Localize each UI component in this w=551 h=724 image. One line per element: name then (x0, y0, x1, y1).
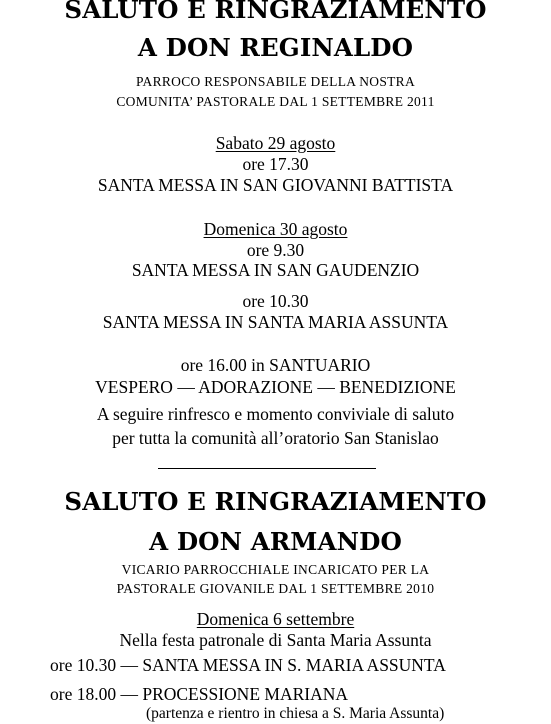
day2-time3: ore 16.00 in SANTUARIO (180, 355, 371, 375)
section1-title-line2: A DON REGINALDO (137, 33, 414, 62)
section1-title-line1: SALUTO E RINGRAZIAMENTO (64, 0, 487, 24)
section2-subtitle-line2: PASTORALE GIOVANILE DAL 1 SETTEMBRE 2010 (116, 581, 435, 596)
day2-date-wrap (0, 221, 551, 239)
day3-item1: ore 10.30 — SANTA MESSA IN S. MARIA ASSUNTA (50, 655, 446, 675)
day3-item2-note: (partenza e rientro in chiesa a S. Maria Assunta) (146, 705, 445, 722)
day1-date: Sabato 29 agosto (215, 133, 336, 153)
day1-time: ore 17.30 (242, 154, 309, 174)
day3-date-wrap (0, 611, 551, 629)
day2-note-line2: per tutta la comunità all’oratorio San Stanislao (112, 428, 439, 448)
section-divider (158, 468, 376, 469)
day3-item2: ore 18.00 — PROCESSIONE MARIANA (50, 684, 348, 704)
day1-event: SANTA MESSA IN SAN GIOVANNI BATTISTA (97, 175, 454, 195)
day2-time1: ore 9.30 (246, 240, 305, 260)
section2-subtitle-line1: VICARIO PARROCCHIALE INCARICATO PER LA (121, 562, 430, 577)
day2-event2: SANTA MESSA IN SANTA MARIA ASSUNTA (102, 312, 449, 332)
day2-date: Domenica 30 agosto (203, 219, 348, 239)
day3-date: Domenica 6 settembre (196, 609, 355, 629)
day2-time2: ore 10.30 (242, 291, 309, 311)
day3-intro: Nella festa patronale di Santa Maria Assunta (119, 630, 432, 650)
day2-note-line1: A seguire rinfresco e momento conviviale di saluto (96, 404, 455, 424)
section1-subtitle-line1: PARROCO RESPONSABILE DELLA NOSTRA (135, 74, 416, 89)
section2-title-line2: A DON ARMANDO (149, 527, 402, 556)
section2-title-line1: SALUTO E RINGRAZIAMENTO (64, 487, 487, 516)
day2-event3: VESPERO — ADORAZIONE — BENEDIZIONE (95, 377, 456, 397)
day1-date-wrap (0, 135, 551, 153)
section1-subtitle-line2: COMUNITA’ PASTORALE DAL 1 SETTEMBRE 2011 (116, 94, 435, 109)
day2-event1: SANTA MESSA IN SAN GAUDENZIO (131, 260, 420, 280)
